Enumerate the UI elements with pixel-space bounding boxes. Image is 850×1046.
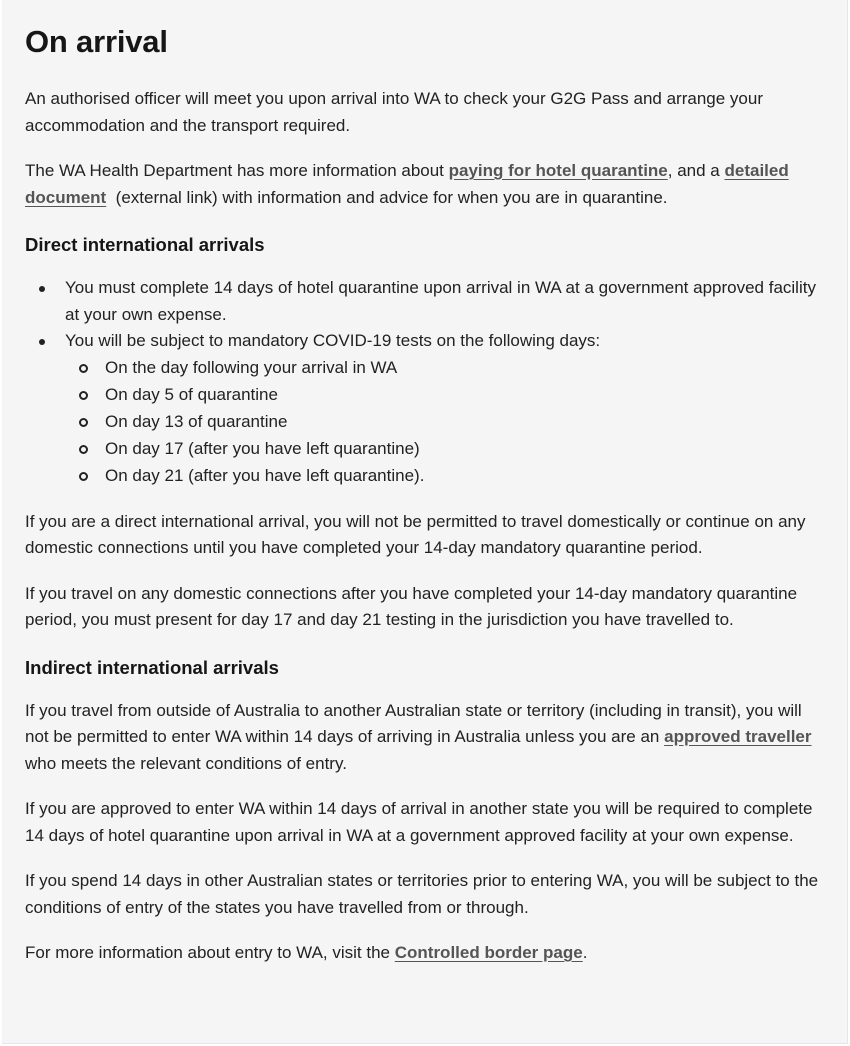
circle-bullet-icon bbox=[79, 445, 88, 454]
direct-arrivals-list bbox=[25, 275, 825, 490]
indirect-paragraph-1-before: If you travel from outside of Australia to another Australian state or territory (including in transit), you will not be permitted to enter WA within 14 days of arriving in Australia unless you are an bbox=[25, 700, 802, 746]
list-item bbox=[65, 409, 825, 436]
indirect-paragraph-4-before: For more information about entry to WA, visit the bbox=[25, 943, 395, 962]
test-day-text: On day 21 (after you have left quarantine). bbox=[105, 466, 425, 485]
list-item bbox=[65, 382, 825, 409]
controlled-border-page-link[interactable]: Controlled border page bbox=[394, 943, 583, 962]
list-item bbox=[25, 328, 825, 490]
test-day-text: On the day following your arrival in WA bbox=[105, 358, 398, 377]
test-days-list bbox=[65, 355, 825, 490]
indirect-paragraph-2: If you are approved to enter WA within 14 days of arrival in another state you will be required to complete 14 days of hotel quarantine upon arrival in WA at a government approved facility at your own expense. bbox=[25, 799, 813, 845]
paying-for-hotel-quarantine-link[interactable]: paying for hotel quarantine bbox=[448, 161, 668, 180]
bullet-icon bbox=[39, 339, 45, 345]
health-info-text-middle: , and a bbox=[667, 161, 725, 180]
health-info-text-before: The WA Health Department has more information about bbox=[25, 161, 449, 180]
circle-bullet-icon bbox=[79, 418, 88, 427]
indirect-paragraph-4 bbox=[25, 940, 825, 967]
circle-bullet-icon bbox=[79, 472, 88, 481]
indirect-paragraph-3: If you spend 14 days in other Australian states or territories prior to entering WA, you will be subject to the conditions of entry of the states you have travelled from or through. bbox=[25, 871, 819, 917]
test-day-text: On day 17 (after you have left quarantine) bbox=[105, 439, 420, 458]
page-title: On arrival bbox=[25, 24, 168, 59]
indirect-paragraph-1-after: who meets the relevant conditions of entry. bbox=[25, 753, 347, 773]
circle-bullet-icon bbox=[79, 364, 88, 373]
direct-paragraph-2: If you travel on any domestic connections after you have completed your 14-day mandatory quarantine period, you must present for day 17 and day 21 testing in the jurisdiction you have travelled to. bbox=[25, 583, 798, 629]
content-panel bbox=[2, 0, 848, 1044]
bullet-text: You must complete 14 days of hotel quarantine upon arrival in WA at a government approved facility at your own expense. bbox=[65, 278, 816, 324]
indirect-arrivals-heading: Indirect international arrivals bbox=[25, 656, 279, 678]
test-day-text: On day 5 of quarantine bbox=[105, 385, 278, 404]
health-info-paragraph bbox=[25, 158, 825, 211]
list-item bbox=[65, 436, 825, 463]
approved-traveller-link[interactable]: approved traveller bbox=[664, 727, 812, 746]
list-item bbox=[65, 355, 825, 382]
direct-arrivals-heading: Direct international arrivals bbox=[25, 234, 265, 255]
indirect-paragraph-4-after: . bbox=[582, 943, 588, 962]
intro-paragraph: An authorised officer will meet you upon arrival into WA to check your G2G Pass and arrange your accommodation and the transport required. bbox=[25, 89, 763, 135]
circle-bullet-icon bbox=[79, 391, 88, 400]
indirect-paragraph-1 bbox=[25, 698, 825, 778]
bullet-icon bbox=[39, 286, 45, 292]
bullet-text: You will be subject to mandatory COVID-19 tests on the following days: bbox=[65, 331, 601, 350]
test-day-text: On day 13 of quarantine bbox=[105, 412, 288, 431]
health-info-text-after: (external link) with information and advice for when you are in quarantine. bbox=[106, 187, 668, 207]
detailed-document-link[interactable]: detailed document bbox=[25, 161, 789, 207]
direct-paragraph-1: If you are a direct international arrival, you will not be permitted to travel domestically or continue on any domestic connections until you have completed your 14-day mandatory quarantine period. bbox=[25, 511, 806, 557]
list-item bbox=[25, 275, 825, 328]
list-item bbox=[65, 463, 825, 490]
